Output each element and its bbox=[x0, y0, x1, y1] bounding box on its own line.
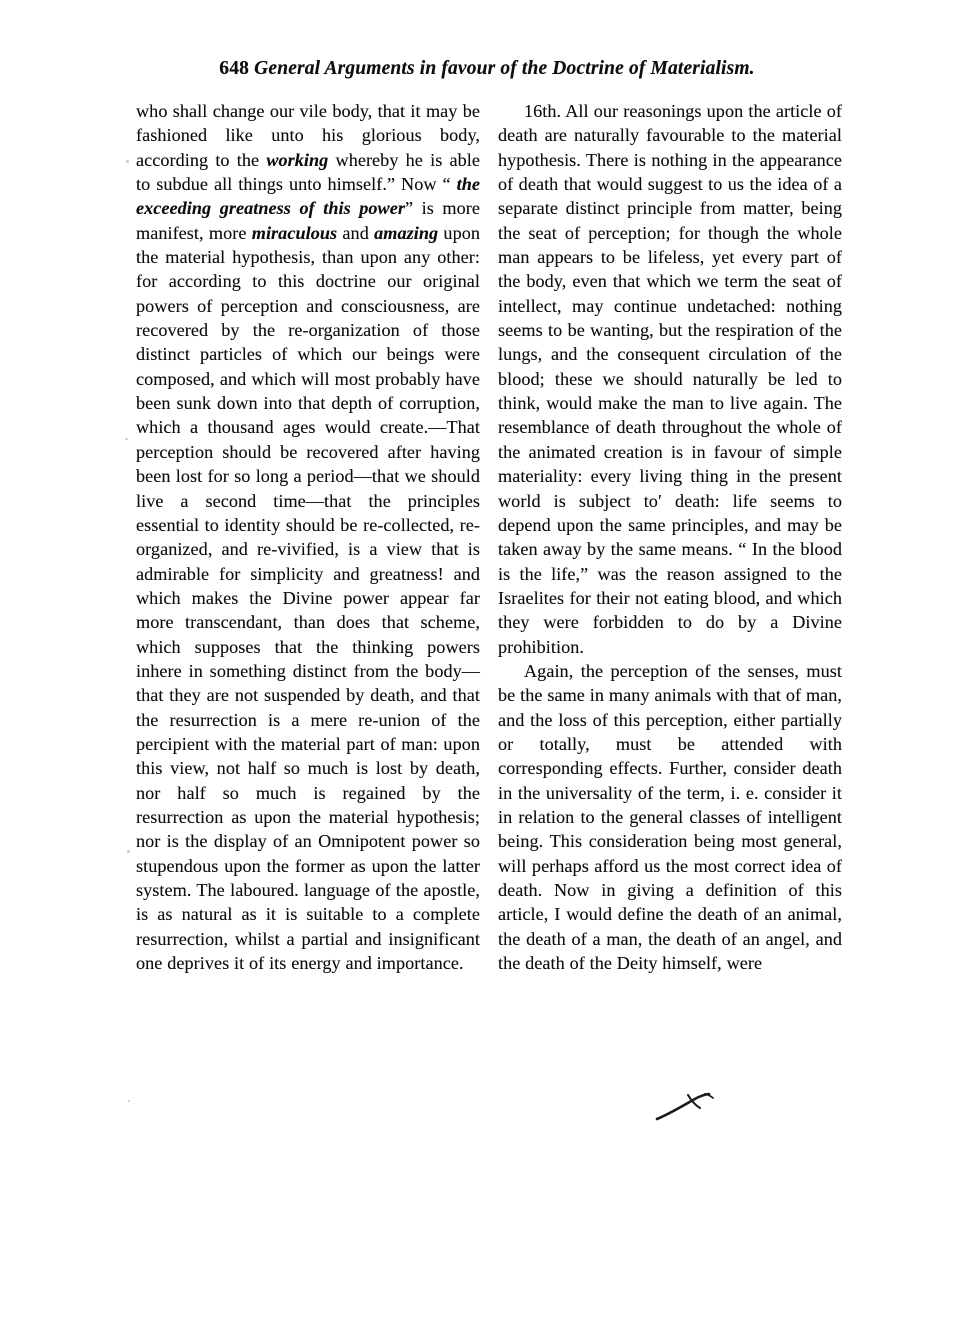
emphasised-text: working bbox=[266, 149, 329, 170]
scan-speckle bbox=[127, 850, 130, 853]
column-left bbox=[136, 99, 480, 1219]
body-text: 16th. All our reasonings upon the article of death are naturally favourable to the material hypothesis. There is nothing in the appearance of death that would suggest to us the idea of a separate distinct principle from matter, being the seat of perception; for though the whole man appears to be lifeless, yet every part of the body, even that which we term the seat of intellect, may continue undetached: nothing seems to be wanting, but the respiration of the lungs, and the consequent circulation of the blood; these we should naturally be led to think, would make the man to live again. The resemblance of death throughout the whole of the animated creation is in favour of simple materiality: every living thing in the present world is subject to′ death: life seems to depend upon the same principles, and may be taken away by the same means. “ In the blood is the life,” was the reason assigned to the Israelites for their not eating blood, and which they were forbidden to do by a Divine prohibition. bbox=[498, 101, 842, 657]
body-text: ” is more manifest, more bbox=[136, 198, 480, 243]
running-head-title: General Arguments in favour of the Doctrine of Materialism. bbox=[254, 58, 755, 79]
body-text: and bbox=[337, 222, 375, 243]
page-folio-number: 648 bbox=[219, 58, 250, 79]
emphasised-text: amazing bbox=[374, 222, 439, 243]
scan-speckle bbox=[128, 1100, 130, 1102]
body-text: whereby he is able to subdue all things unto himself.” Now “ bbox=[136, 149, 480, 195]
text-body bbox=[136, 99, 842, 1219]
running-head bbox=[134, 58, 840, 84]
body-text: Again, the perception of the senses, must be the same in many animals with that of man, and the loss of this perception, either partially or totally, must be attended with corresponding effects. Further, consider death in the universality of the term, i. e. consider it in relation to the general classes of intelligent being. This consideration being most general, will perhaps afford us the most correct idea of death. Now in giving a definition of this article, I would define the death of an animal, the death of a man, the death of an angel, and the death of the Deity himself, were bbox=[498, 660, 842, 974]
right-para-2 bbox=[498, 659, 842, 975]
body-text: upon the material hypothesis, than upon any other: for according to this doctrine our original powers of perception and consciousness, are recovered by the re-organization of those distinct particles of which our beings were composed, and which will most probably have been sunk down into that depth of corruption, which a thousand ages would create.—That perception should be recovered after having been lost for so long a period—that we should live a second time—that the principles essential to identity should be re-collected, re-organized, and re-vivified, is a view that is admirable for simplicity and greatness! and which makes the Divine power appear far more transcendant, than does that scheme, which supposes that the thinking powers inhere in something distinct from the body—that they are not suspended by death, and that the resurrection is a mere re-union of the percipient with the material part of man: upon this view, not half so much is lost by death, nor half so much is regained by the resurrection as upon the material hypothesis; nor is the display of an Omnipotent power so stupendous upon the former as upon the latter system. The laboured. language of the apostle, is as natural as it is suitable to a complete resurrection, whilst a partial and insignificant one deprives it of its energy and importance. bbox=[136, 222, 481, 974]
left-para-1 bbox=[136, 99, 480, 975]
emphasised-text: the exceeding greatness of this power bbox=[136, 174, 480, 219]
emphasised-text: miraculous bbox=[251, 222, 338, 243]
right-para-1 bbox=[498, 99, 842, 659]
column-right bbox=[498, 99, 842, 1219]
body-text: who shall change our vile body, that it may be fashioned like unto his glorious body, according to the bbox=[136, 101, 480, 170]
scan-speckle bbox=[126, 160, 129, 163]
scan-speckle bbox=[125, 438, 128, 440]
